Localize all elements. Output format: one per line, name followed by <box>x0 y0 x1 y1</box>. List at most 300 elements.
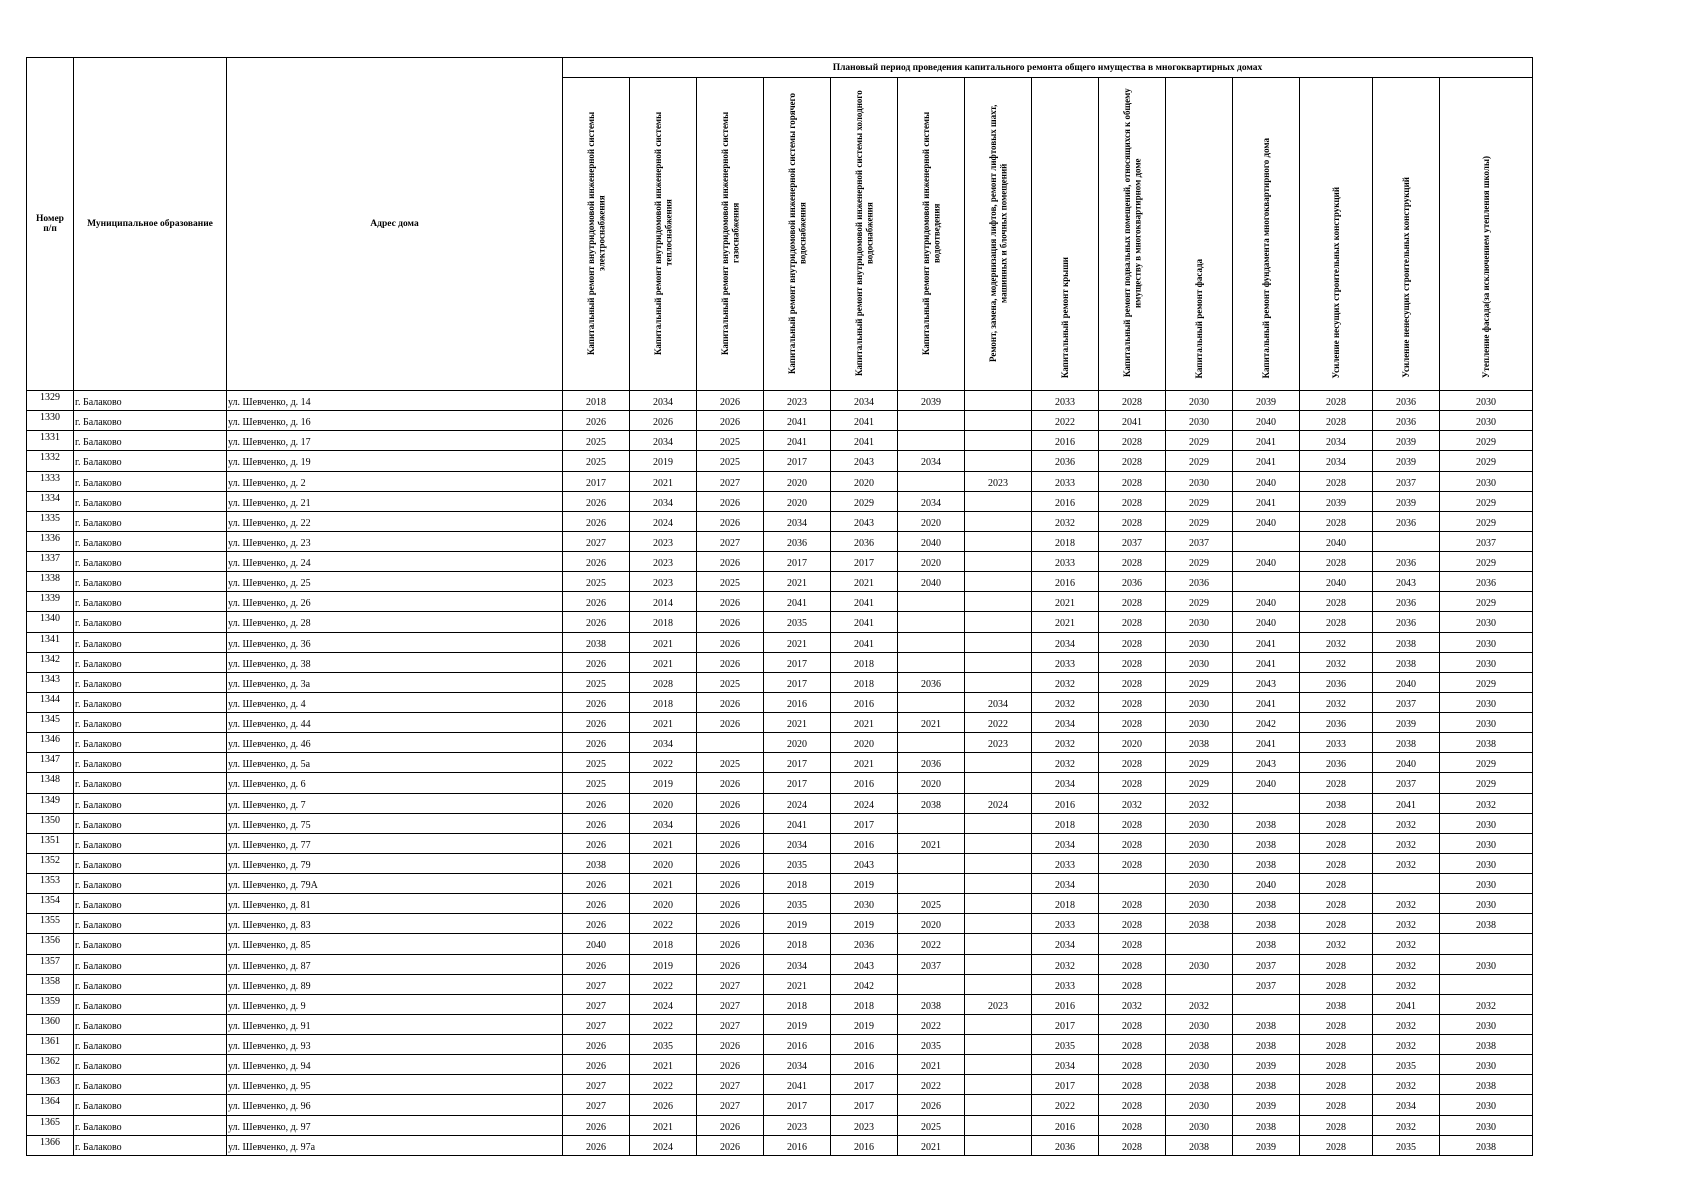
year-cell: 2023 <box>764 391 831 411</box>
year-cell: 2038 <box>1300 994 1373 1014</box>
address-cell: ул. Шевченко, д. 9 <box>227 994 563 1014</box>
year-cell: 2028 <box>1099 692 1166 712</box>
year-cell: 2035 <box>630 1035 697 1055</box>
year-cell: 2030 <box>1440 894 1533 914</box>
year-cell: 2034 <box>1032 1055 1099 1075</box>
year-cell: 2034 <box>630 391 697 411</box>
row-number: 1355 <box>27 914 74 934</box>
year-cell: 2041 <box>1233 491 1300 511</box>
year-cell: 2028 <box>1099 612 1166 632</box>
year-cell: 2024 <box>630 511 697 531</box>
year-cell: 2026 <box>563 1055 630 1075</box>
year-cell: 2024 <box>630 1135 697 1155</box>
year-cell: 2021 <box>898 833 965 853</box>
year-cell: 2026 <box>697 411 764 431</box>
row-number: 1347 <box>27 753 74 773</box>
year-cell: 2023 <box>831 1115 898 1135</box>
year-cell: 2038 <box>1440 914 1533 934</box>
year-cell <box>965 632 1032 652</box>
year-cell <box>898 853 965 873</box>
table-row <box>27 1095 1533 1115</box>
year-cell: 2020 <box>630 894 697 914</box>
address-cell: ул. Шевченко, д. 94 <box>227 1055 563 1075</box>
year-cell: 2020 <box>831 471 898 491</box>
year-cell: 2026 <box>697 612 764 632</box>
address-cell: ул. Шевченко, д. 22 <box>227 511 563 531</box>
year-cell: 2030 <box>1166 1095 1233 1115</box>
year-cell: 2036 <box>1373 592 1440 612</box>
year-cell: 2036 <box>1373 391 1440 411</box>
year-cell: 2026 <box>697 491 764 511</box>
year-cell: 2033 <box>1032 853 1099 873</box>
year-cell: 2028 <box>1099 833 1166 853</box>
year-cell: 2035 <box>898 1035 965 1055</box>
year-cell: 2032 <box>1373 853 1440 873</box>
year-cell: 2025 <box>697 431 764 451</box>
row-number: 1336 <box>27 531 74 551</box>
year-cell: 2039 <box>1233 1135 1300 1155</box>
year-cell: 2036 <box>1373 411 1440 431</box>
municipality-cell: г. Балаково <box>74 491 227 511</box>
year-cell: 2030 <box>1440 692 1533 712</box>
year-cell: 2032 <box>1373 1014 1440 1034</box>
year-cell: 2028 <box>1099 954 1166 974</box>
year-cell: 2035 <box>764 894 831 914</box>
year-cell: 2027 <box>563 531 630 551</box>
year-cell: 2037 <box>898 954 965 974</box>
row-number: 1358 <box>27 974 74 994</box>
year-cell: 2026 <box>697 692 764 712</box>
table-row <box>27 652 1533 672</box>
year-cell: 2043 <box>1233 672 1300 692</box>
year-cell: 2017 <box>563 471 630 491</box>
year-cell: 2021 <box>630 652 697 672</box>
year-cell: 2036 <box>1440 572 1533 592</box>
year-cell: 2036 <box>831 934 898 954</box>
year-cell: 2041 <box>764 813 831 833</box>
year-cell <box>965 853 1032 873</box>
year-cell: 2028 <box>1099 813 1166 833</box>
year-cell: 2026 <box>697 813 764 833</box>
year-cell: 2023 <box>764 1115 831 1135</box>
municipality-cell: г. Балаково <box>74 853 227 873</box>
year-cell <box>965 773 1032 793</box>
year-cell: 2034 <box>1300 431 1373 451</box>
row-number: 1348 <box>27 773 74 793</box>
year-cell: 2026 <box>697 552 764 572</box>
address-cell: ул. Шевченко, д. 21 <box>227 491 563 511</box>
year-cell: 2033 <box>1032 914 1099 934</box>
year-cell: 2028 <box>1099 974 1166 994</box>
table-row <box>27 511 1533 531</box>
year-cell: 2025 <box>697 753 764 773</box>
municipality-cell: г. Балаково <box>74 1135 227 1155</box>
year-cell: 2026 <box>563 813 630 833</box>
row-number: 1349 <box>27 793 74 813</box>
table-row <box>27 1055 1533 1075</box>
row-number: 1345 <box>27 713 74 733</box>
year-cell <box>1373 874 1440 894</box>
municipality-cell: г. Балаково <box>74 914 227 934</box>
table-body <box>27 391 1533 1156</box>
year-cell: 2028 <box>1300 773 1373 793</box>
work-column-header <box>1233 78 1300 391</box>
year-cell: 2037 <box>1373 773 1440 793</box>
year-cell: 2021 <box>831 753 898 773</box>
row-number: 1361 <box>27 1035 74 1055</box>
year-cell: 2038 <box>1373 632 1440 652</box>
year-cell: 2038 <box>1440 1035 1533 1055</box>
row-number: 1365 <box>27 1115 74 1135</box>
municipality-cell: г. Балаково <box>74 471 227 491</box>
year-cell <box>965 974 1032 994</box>
year-cell: 2028 <box>1099 552 1166 572</box>
year-cell: 2037 <box>1373 692 1440 712</box>
year-cell <box>965 531 1032 551</box>
period-header: Плановый период проведения капитального ремонта общего имущества в многоквартирных домах <box>563 58 1533 78</box>
table-row <box>27 451 1533 471</box>
year-cell: 2038 <box>1233 894 1300 914</box>
year-cell: 2020 <box>898 773 965 793</box>
year-cell: 2041 <box>831 632 898 652</box>
year-cell: 2034 <box>630 491 697 511</box>
year-cell: 2032 <box>1440 994 1533 1014</box>
year-cell: 2021 <box>1032 592 1099 612</box>
year-cell <box>898 592 965 612</box>
year-cell: 2026 <box>697 793 764 813</box>
year-cell: 2020 <box>630 793 697 813</box>
year-cell: 2040 <box>1373 672 1440 692</box>
year-cell: 2026 <box>563 1035 630 1055</box>
table-row <box>27 853 1533 873</box>
row-number: 1357 <box>27 954 74 974</box>
year-cell: 2034 <box>1032 934 1099 954</box>
row-number: 1330 <box>27 411 74 431</box>
address-cell: ул. Шевченко, д. 95 <box>227 1075 563 1095</box>
year-cell: 2036 <box>1300 753 1373 773</box>
address-cell: ул. Шевченко, д. 2 <box>227 471 563 491</box>
year-cell: 2030 <box>1166 853 1233 873</box>
work-column-label: Капитальный ремонт внутридомовой инженерной системы горячего водоснабжения <box>786 92 807 374</box>
year-cell: 2018 <box>1032 813 1099 833</box>
work-column-header <box>898 78 965 391</box>
year-cell <box>898 652 965 672</box>
year-cell: 2030 <box>1440 391 1533 411</box>
year-cell: 2026 <box>563 491 630 511</box>
year-cell: 2033 <box>1032 391 1099 411</box>
year-cell <box>965 612 1032 632</box>
address-cell: ул. Шевченко, д. 25 <box>227 572 563 592</box>
year-cell: 2017 <box>764 552 831 572</box>
year-cell: 2016 <box>831 1055 898 1075</box>
year-cell: 2034 <box>1032 773 1099 793</box>
year-cell <box>898 411 965 431</box>
year-cell: 2025 <box>563 753 630 773</box>
year-cell <box>965 954 1032 974</box>
year-cell: 2039 <box>1233 391 1300 411</box>
year-cell: 2021 <box>898 1135 965 1155</box>
repair-schedule-table <box>26 57 1533 1156</box>
year-cell: 2036 <box>1032 1135 1099 1155</box>
year-cell: 2026 <box>563 874 630 894</box>
year-cell <box>965 1115 1032 1135</box>
row-number: 1332 <box>27 451 74 471</box>
year-cell: 2041 <box>831 431 898 451</box>
row-number: 1360 <box>27 1014 74 1034</box>
year-cell: 2017 <box>831 813 898 833</box>
municipality-cell: г. Балаково <box>74 451 227 471</box>
year-cell: 2040 <box>1233 552 1300 572</box>
year-cell: 2036 <box>1032 451 1099 471</box>
year-cell: 2029 <box>1440 753 1533 773</box>
year-cell: 2043 <box>1233 753 1300 773</box>
year-cell: 2026 <box>697 773 764 793</box>
year-cell: 2032 <box>1373 833 1440 853</box>
address-cell: ул. Шевченко, д. 26 <box>227 592 563 612</box>
year-cell: 2034 <box>1032 632 1099 652</box>
address-cell: ул. Шевченко, д. 77 <box>227 833 563 853</box>
table-row <box>27 1035 1533 1055</box>
year-cell: 2017 <box>764 753 831 773</box>
address-cell: ул. Шевченко, д. 87 <box>227 954 563 974</box>
year-cell: 2034 <box>898 451 965 471</box>
year-cell: 2029 <box>1166 773 1233 793</box>
address-cell: ул. Шевченко, д. 97а <box>227 1135 563 1155</box>
year-cell: 2034 <box>1032 833 1099 853</box>
year-cell: 2021 <box>831 713 898 733</box>
year-cell: 2026 <box>563 612 630 632</box>
year-cell: 2024 <box>764 793 831 813</box>
year-cell: 2021 <box>764 572 831 592</box>
address-cell: ул. Шевченко, д. 44 <box>227 713 563 733</box>
year-cell: 2030 <box>1440 713 1533 733</box>
year-cell: 2026 <box>697 652 764 672</box>
work-column-header <box>831 78 898 391</box>
year-cell: 2026 <box>563 793 630 813</box>
year-cell: 2034 <box>764 511 831 531</box>
address-cell: ул. Шевченко, д. 24 <box>227 552 563 572</box>
year-cell: 2017 <box>764 1095 831 1115</box>
year-cell: 2028 <box>1300 1115 1373 1135</box>
year-cell: 2028 <box>1099 773 1166 793</box>
year-cell: 2028 <box>1099 914 1166 934</box>
address-cell: ул. Шевченко, д. 79А <box>227 874 563 894</box>
year-cell: 2029 <box>1440 773 1533 793</box>
year-cell <box>1440 934 1533 954</box>
year-cell: 2022 <box>898 1075 965 1095</box>
municipality-cell: г. Балаково <box>74 592 227 612</box>
year-cell: 2026 <box>697 874 764 894</box>
year-cell: 2021 <box>630 833 697 853</box>
year-cell: 2030 <box>1166 1055 1233 1075</box>
table-row <box>27 692 1533 712</box>
year-cell: 2041 <box>1373 994 1440 1014</box>
table-row <box>27 1075 1533 1095</box>
year-cell: 2034 <box>898 491 965 511</box>
year-cell: 2032 <box>1300 934 1373 954</box>
year-cell: 2018 <box>764 934 831 954</box>
table-row <box>27 471 1533 491</box>
year-cell: 2019 <box>630 451 697 471</box>
year-cell: 2025 <box>697 672 764 692</box>
year-cell: 2029 <box>1166 552 1233 572</box>
year-cell: 2035 <box>1373 1055 1440 1075</box>
year-cell: 2022 <box>630 974 697 994</box>
year-cell: 2039 <box>1233 1055 1300 1075</box>
year-cell: 2027 <box>697 974 764 994</box>
year-cell: 2017 <box>1032 1075 1099 1095</box>
year-cell: 2036 <box>898 672 965 692</box>
row-number: 1356 <box>27 934 74 954</box>
year-cell: 2039 <box>1300 491 1373 511</box>
year-cell: 2028 <box>1099 1135 1166 1155</box>
year-cell: 2025 <box>898 894 965 914</box>
year-cell: 2028 <box>1099 632 1166 652</box>
year-cell: 2020 <box>898 914 965 934</box>
year-cell: 2028 <box>1099 672 1166 692</box>
year-cell <box>697 733 764 753</box>
year-cell: 2041 <box>1373 793 1440 813</box>
year-cell: 2028 <box>630 672 697 692</box>
municipality-cell: г. Балаково <box>74 672 227 692</box>
year-cell: 2032 <box>1373 974 1440 994</box>
row-number: 1329 <box>27 391 74 411</box>
year-cell: 2026 <box>697 934 764 954</box>
row-number: 1364 <box>27 1095 74 1115</box>
row-number: 1343 <box>27 672 74 692</box>
year-cell: 2019 <box>831 1014 898 1034</box>
municipality-cell: г. Балаково <box>74 934 227 954</box>
year-cell: 2043 <box>1373 572 1440 592</box>
year-cell: 2042 <box>831 974 898 994</box>
year-cell <box>1233 531 1300 551</box>
year-cell: 2026 <box>697 894 764 914</box>
municipality-cell: г. Балаково <box>74 753 227 773</box>
year-cell: 2024 <box>965 793 1032 813</box>
year-cell: 2025 <box>697 572 764 592</box>
table-row <box>27 773 1533 793</box>
year-cell: 2030 <box>1166 1014 1233 1034</box>
row-number: 1340 <box>27 612 74 632</box>
year-cell: 2030 <box>1166 692 1233 712</box>
year-cell: 2030 <box>1440 1095 1533 1115</box>
year-cell: 2038 <box>1373 733 1440 753</box>
year-cell: 2016 <box>1032 491 1099 511</box>
year-cell: 2021 <box>630 1115 697 1135</box>
year-cell: 2023 <box>965 994 1032 1014</box>
municipality-cell: г. Балаково <box>74 793 227 813</box>
address-cell: ул. Шевченко, д. 91 <box>227 1014 563 1034</box>
year-cell: 2032 <box>1032 672 1099 692</box>
row-number: 1333 <box>27 471 74 491</box>
year-cell: 2029 <box>1166 672 1233 692</box>
year-cell: 2041 <box>831 612 898 632</box>
year-cell: 2036 <box>1300 672 1373 692</box>
year-cell: 2019 <box>764 1014 831 1034</box>
year-cell: 2032 <box>1166 793 1233 813</box>
year-cell: 2025 <box>563 672 630 692</box>
year-cell: 2016 <box>831 1135 898 1155</box>
year-cell: 2028 <box>1099 391 1166 411</box>
year-cell: 2027 <box>697 531 764 551</box>
year-cell: 2017 <box>764 773 831 793</box>
year-cell: 2032 <box>1373 894 1440 914</box>
year-cell: 2027 <box>563 994 630 1014</box>
year-cell: 2032 <box>1032 692 1099 712</box>
year-cell: 2024 <box>630 994 697 1014</box>
year-cell: 2016 <box>831 1035 898 1055</box>
year-cell: 2022 <box>898 1014 965 1034</box>
year-cell: 2026 <box>630 411 697 431</box>
year-cell: 2038 <box>1166 1075 1233 1095</box>
year-cell: 2028 <box>1300 391 1373 411</box>
year-cell: 2030 <box>1166 713 1233 733</box>
year-cell: 2018 <box>563 391 630 411</box>
row-number: 1359 <box>27 994 74 1014</box>
table-row <box>27 994 1533 1014</box>
year-cell <box>898 813 965 833</box>
year-cell <box>965 1014 1032 1034</box>
municipality-cell: г. Балаково <box>74 391 227 411</box>
year-cell: 2018 <box>764 994 831 1014</box>
year-cell: 2026 <box>563 894 630 914</box>
year-cell: 2030 <box>1166 954 1233 974</box>
year-cell: 2040 <box>1300 531 1373 551</box>
table-row <box>27 1014 1533 1034</box>
table-row <box>27 1135 1533 1155</box>
year-cell: 2028 <box>1099 1035 1166 1055</box>
year-cell: 2041 <box>1099 411 1166 431</box>
year-cell <box>1233 572 1300 592</box>
year-cell: 2039 <box>1233 1095 1300 1115</box>
work-column-header <box>965 78 1032 391</box>
work-column-label: Капитальный ремонт внутридомовой инженерной системы холодного водоснабжения <box>853 90 874 376</box>
year-cell: 2028 <box>1099 713 1166 733</box>
year-cell: 2030 <box>1440 411 1533 431</box>
row-number: 1346 <box>27 733 74 753</box>
year-cell: 2027 <box>697 994 764 1014</box>
table-row <box>27 793 1533 813</box>
address-cell: ул. Шевченко, д. 46 <box>227 733 563 753</box>
municipality-cell: г. Балаково <box>74 531 227 551</box>
year-cell <box>965 491 1032 511</box>
address-cell: ул. Шевченко, д. 19 <box>227 451 563 471</box>
year-cell: 2028 <box>1300 1014 1373 1034</box>
year-cell: 2016 <box>831 833 898 853</box>
table-row <box>27 914 1533 934</box>
year-cell: 2032 <box>1166 994 1233 1014</box>
year-cell: 2038 <box>563 632 630 652</box>
year-cell: 2028 <box>1300 813 1373 833</box>
year-cell: 2022 <box>630 753 697 773</box>
table-row <box>27 733 1533 753</box>
year-cell: 2037 <box>1099 531 1166 551</box>
table-row <box>27 531 1533 551</box>
year-cell: 2033 <box>1032 652 1099 672</box>
year-cell <box>965 652 1032 672</box>
work-column-header <box>563 78 630 391</box>
year-cell: 2021 <box>630 713 697 733</box>
year-cell: 2034 <box>630 733 697 753</box>
year-cell: 2020 <box>898 511 965 531</box>
year-cell: 2041 <box>1233 652 1300 672</box>
year-cell: 2028 <box>1099 511 1166 531</box>
year-cell <box>898 431 965 451</box>
year-cell: 2022 <box>630 1014 697 1034</box>
work-column-header <box>1300 78 1373 391</box>
year-cell: 2028 <box>1099 491 1166 511</box>
year-cell: 2019 <box>764 914 831 934</box>
